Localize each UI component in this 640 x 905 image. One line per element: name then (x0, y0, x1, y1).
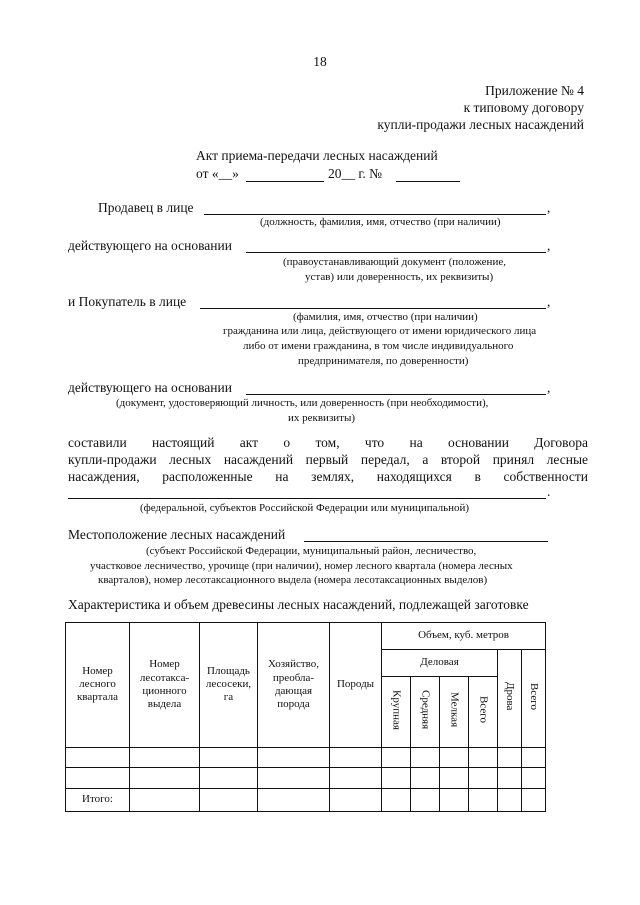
paragraph-line3: насаждения, расположенные на землях, находящихся в собственности (68, 469, 588, 484)
act-title: Акт приема-передачи лесных насаждений (196, 148, 438, 163)
buyer-label: и Покупатель в лице (68, 294, 187, 309)
header-total: Всего (522, 650, 546, 748)
basis1-line (246, 252, 546, 253)
appendix-title: Приложение № 4 (485, 83, 584, 98)
act-date-prefix: от «__» (196, 166, 239, 181)
buyer-hint1: (фамилия, имя, отчество (при наличии) (293, 311, 478, 323)
buyer-hint4: предпринимателя, по доверенности) (298, 355, 469, 367)
header-allotment: Номер лесотакса- ционного выдела (130, 623, 200, 748)
basis1-label: действующего на основании (68, 238, 232, 253)
act-number-line (396, 181, 460, 182)
basis2-hint2: их реквизиты) (288, 412, 356, 424)
location-hint1: (субъект Российской Федерации, муниципальный район, лесничество, (146, 545, 477, 557)
header-business-total: Всего (469, 677, 498, 748)
header-farm: Хозяйство, преобла- дающая порода (258, 623, 330, 748)
total-row-label: Итого: (66, 789, 130, 812)
table-title: Характеристика и объем древесины лесных насаждений, подлежащей заготовке (68, 597, 529, 612)
paragraph-line1: составили настоящий акт о том, что на основании Договора (68, 435, 588, 450)
appendix-subtitle: к типовому договору (463, 100, 584, 115)
basis1-hint1: (правоустанавливающий документ (положение, (283, 256, 506, 268)
location-hint2: участковое лесничество, урочище (при наличии), номер лесного квартала (номера лесных (90, 560, 513, 572)
basis2-label: действующего на основании (68, 380, 232, 395)
location-line (304, 541, 548, 542)
buyer-hint3: либо от имени гражданина, в том числе индивидуального (243, 340, 514, 352)
header-volume: Объем, куб. метров (382, 623, 546, 650)
seller-label: Продавец в лице (98, 200, 194, 215)
header-business: Деловая (382, 650, 498, 677)
table-row (66, 768, 546, 789)
header-small: Мелкая (440, 677, 469, 748)
paragraph-line2: купли-продажи лесных насаждений первый передал, а второй принял лесные (68, 452, 588, 467)
page-number: 18 (313, 54, 327, 69)
table-row (66, 747, 546, 768)
header-area: Площадь лесосеки, га (200, 623, 258, 748)
header-quarter: Номер лесного квартала (66, 623, 130, 748)
buyer-hint2: гражданина или лица, действующего от имени юридического лица (223, 325, 537, 337)
appendix-contract: купли-продажи лесных насаждений (377, 117, 584, 132)
wood-volume-table (65, 622, 546, 812)
location-label: Местоположение лесных насаждений (68, 527, 286, 542)
total-row (66, 789, 546, 812)
date-month-line (246, 181, 324, 182)
basis2-line (246, 394, 546, 395)
buyer-line (200, 308, 546, 309)
header-large: Крупная (382, 677, 411, 748)
act-date-year: 20__ г. № (328, 166, 383, 181)
header-fuel: Дрова (498, 650, 522, 748)
location-hint3: кварталов), номер лесотаксационного выдела (номера лесотаксационных выделов) (98, 574, 488, 586)
header-medium: Средняя (411, 677, 440, 748)
basis1-hint2: устав) или доверенность, их реквизиты) (305, 271, 494, 283)
seller-line (204, 214, 546, 215)
seller-hint: (должность, фамилия, имя, отчество (при наличии) (260, 216, 501, 228)
basis2-hint1: (документ, удостоверяющий личность, или доверенность (при необходимости), (116, 397, 489, 409)
ownership-line (68, 498, 546, 499)
ownership-hint: (федеральной, субъектов Российской Федерации или муниципальной) (140, 502, 470, 514)
header-species: Породы (330, 623, 382, 748)
